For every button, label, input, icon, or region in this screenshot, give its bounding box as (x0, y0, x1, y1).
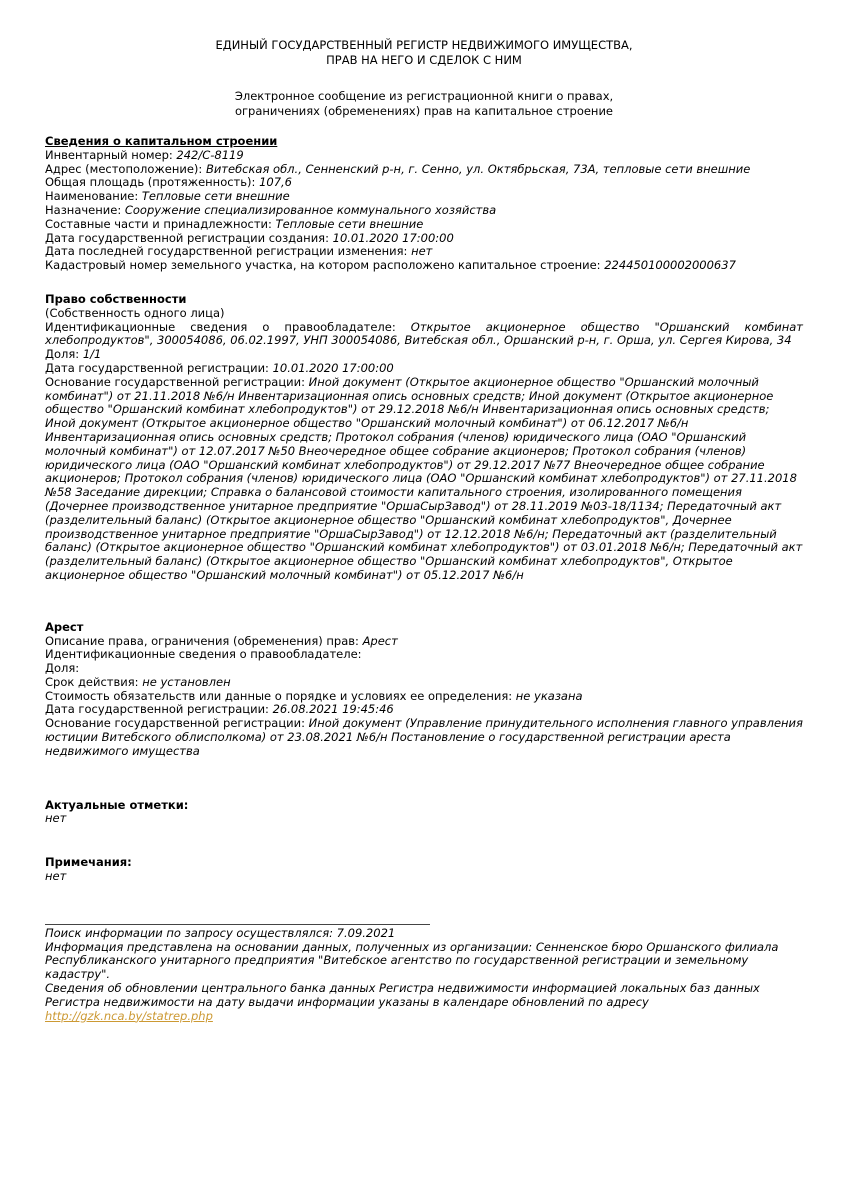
registration-basis-row (45, 376, 803, 583)
section-capital-structure (45, 135, 803, 273)
field-value: 26.08.2021 19:45:46 (272, 702, 394, 717)
section-actual-marks (45, 799, 803, 827)
obligations-cost-row (45, 690, 803, 704)
capital-section-heading: Сведения о капитальном строении (45, 134, 278, 148)
field-label: Дата государственной регистрации: (45, 360, 269, 375)
arrest-rightholder-row (45, 648, 803, 662)
actual-marks-value: нет (45, 811, 67, 826)
field-value: Открытое акционерное общество "Оршанский комбинат хлебопродуктов", 300054086, 06.02.1997, УНП 300054086, Витебская обл., Оршанский р-н, г. Орша, ул. Сергея Кирова, 34 (45, 319, 803, 348)
field-value: Витебская обл., Сенненский р-н, г. Сенно, ул. Октябрьская, 73А, тепловые сети внешние (205, 161, 751, 176)
document-subtitle-line2: ограничениях (обременениях) прав на капитальное строение (234, 104, 614, 118)
field-label: Срок действия: (45, 674, 139, 689)
field-value: Сенненское бюро Оршанского филиала Республиканского унитарного предприятия "Витебское агентство по государственной регистрации и земельному кадастру". (45, 939, 779, 982)
field-value: Арест (362, 633, 398, 648)
field-label: Общая площадь (протяженность): (45, 175, 256, 190)
field-value: 7.09.2021 (336, 925, 396, 940)
field-value: не указана (515, 688, 583, 703)
arrest-registration-basis-row (45, 717, 803, 758)
field-value: 107,6 (259, 175, 292, 190)
components-row (45, 218, 803, 232)
name-row (45, 190, 803, 204)
field-value: 10.01.2020 17:00:00 (332, 230, 454, 245)
inventory-number-row (45, 149, 803, 163)
right-description-row (45, 635, 803, 649)
field-value: Иной документ (Открытое акционерное общество "Оршанский молочный комбинат") от 21.11.2018 №6/н Инвентаризационная опись основных средств; Иной документ (Открытое акционерное общество "Оршанский комбинат хлебопродуктов") от 29.12.2018 №6/н Инвентаризационная опись основных средств; Иной документ (Открытое акционерное общество "Оршанский молочный комбинат") от 06.12.2017 №6/н Инвентаризационная опись основных средств; Протокол собрания (членов) юридического лица (ОАО "Оршанский молочный комбинат") от 12.07.2017 №50 Внеочередное общее собрание акционеров; Протокол собрания (членов) юридического лица (ОАО "Оршанский комбинат хлебопродуктов") от 29.12.2017 №77 Внеочередное общее собрание акционеров; Протокол собрания (членов) юридического лица (ОАО "Оршанский комбинат хлебопродуктов") от 27.11.2018 №58 Заседание дирекции; Справка о балансовой стоимости капитального строения, изолированного помещения (Дочернее производственное унитарное предприятие "ОршаСырЗавод") от 28.11.2019 №03-18/1134; Передаточный акт (разделительный баланс) (Открытое акционерное общество "Оршанский комбинат хлебопродуктов", Дочернее производственное унитарное предприятие "ОршаСырЗавод") от 12.12.2018 №6/н; Передаточный акт (разделительный баланс) (Открытое акционерное общество "Оршанский комбинат хлебопродуктов") от 03.01.2018 №6/н; Передаточный акт (разделительный баланс) (Открытое акционерное общество "Оршанский комбинат хлебопродуктов", Открытое акционерное общество "Оршанский молочный комбинат") от 05.12.2017 №6/н (45, 374, 803, 582)
document-subtitle-line1: Электронное сообщение из регистрационной книги о правах, (234, 89, 614, 103)
document-subtitle (45, 89, 803, 119)
field-label: Идентификационные сведения о правообладателе: (45, 319, 396, 334)
field-label: Дата государственной регистрации создания: (45, 230, 329, 245)
field-label: Стоимость обязательств или данные о порядке и условиях ее определения: (45, 688, 513, 703)
rightholder-row (45, 321, 803, 349)
search-date-row (45, 927, 803, 941)
field-value: Тепловые сети внешние (141, 189, 290, 204)
ownership-section-heading: Право собственности (45, 291, 187, 306)
document-footer (45, 924, 803, 1024)
section-arrest (45, 621, 803, 759)
field-label: Информация представлена на основании данных, полученных из организации: (45, 939, 533, 954)
validity-period-row (45, 676, 803, 690)
statrep-link[interactable]: http://gzk.nca.by/statrep.php (45, 1008, 213, 1023)
registration-date-row (45, 362, 803, 376)
total-area-row (45, 176, 803, 190)
creation-registration-date-row (45, 232, 803, 246)
footer-separator-line (45, 924, 430, 925)
update-info-paragraph: Сведения об обновлении центрального банка данных Регистра недвижимости информацией локальных баз данных Регистра недвижимости на дату выдачи информации указаны в календаре обновлений по адресу (45, 981, 760, 1009)
field-label: Инвентарный номер: (45, 147, 173, 162)
ownership-type-row: (Собственность одного лица) (45, 305, 225, 320)
field-label: Дата последней государственной регистрации изменения: (45, 244, 408, 259)
field-label: Идентификационные сведения о правообладателе: (45, 647, 362, 662)
field-label: Наименование: (45, 189, 139, 204)
last-change-registration-date-row (45, 245, 803, 259)
field-label: Доля: (45, 661, 80, 676)
notes-value: нет (45, 869, 67, 884)
info-source-paragraph (45, 941, 803, 982)
field-label: Основание государственной регистрации: (45, 374, 305, 389)
field-label: Назначение: (45, 202, 122, 217)
purpose-row (45, 204, 803, 218)
share-row (45, 348, 803, 362)
document-title-line2: ПРАВ НА НЕГО И СДЕЛОК С НИМ (326, 53, 522, 67)
section-notes (45, 856, 803, 884)
field-value: Сооружение специализированное коммунального хозяйства (124, 202, 497, 217)
address-row (45, 163, 803, 177)
field-value: Иной документ (Управление принудительного исполнения главного управления юстиции Витебского облисполкома) от 23.08.2021 №6/н Постановление о государственной регистрации ареста недвижимого имущества (45, 716, 803, 758)
update-link-line (45, 1010, 803, 1024)
arrest-section-heading: Арест (45, 619, 84, 634)
field-value: 10.01.2020 17:00:00 (272, 360, 394, 375)
cadastral-number-row (45, 259, 803, 273)
notes-heading: Примечания: (45, 855, 132, 870)
document-title-line1: ЕДИНЫЙ ГОСУДАРСТВЕННЫЙ РЕГИСТР НЕДВИЖИМОГО ИМУЩЕСТВА, (215, 38, 633, 52)
field-value: нет (411, 244, 433, 259)
field-label: Поиск информации по запросу осуществлялся: (45, 925, 334, 940)
actual-marks-heading: Актуальные отметки: (45, 797, 189, 812)
field-label: Адрес (местоположение): (45, 161, 203, 176)
field-value: не установлен (142, 674, 231, 689)
arrest-registration-date-row (45, 703, 803, 717)
field-value: 1/1 (82, 347, 102, 362)
field-label: Кадастровый номер земельного участка, на котором расположено капитальное строение: (45, 258, 601, 273)
field-label: Доля: (45, 347, 80, 362)
field-label: Дата государственной регистрации: (45, 702, 269, 717)
arrest-share-row (45, 662, 803, 676)
field-value: Тепловые сети внешние (275, 216, 424, 231)
field-label: Основание государственной регистрации: (45, 716, 305, 731)
document-title (45, 38, 803, 68)
section-ownership-right (45, 293, 803, 583)
field-value: 224450100002000637 (604, 258, 736, 273)
field-value: 242/С-8119 (176, 147, 244, 162)
field-label: Составные части и принадлежности: (45, 216, 272, 231)
field-label: Описание права, ограничения (обременения) прав: (45, 633, 359, 648)
